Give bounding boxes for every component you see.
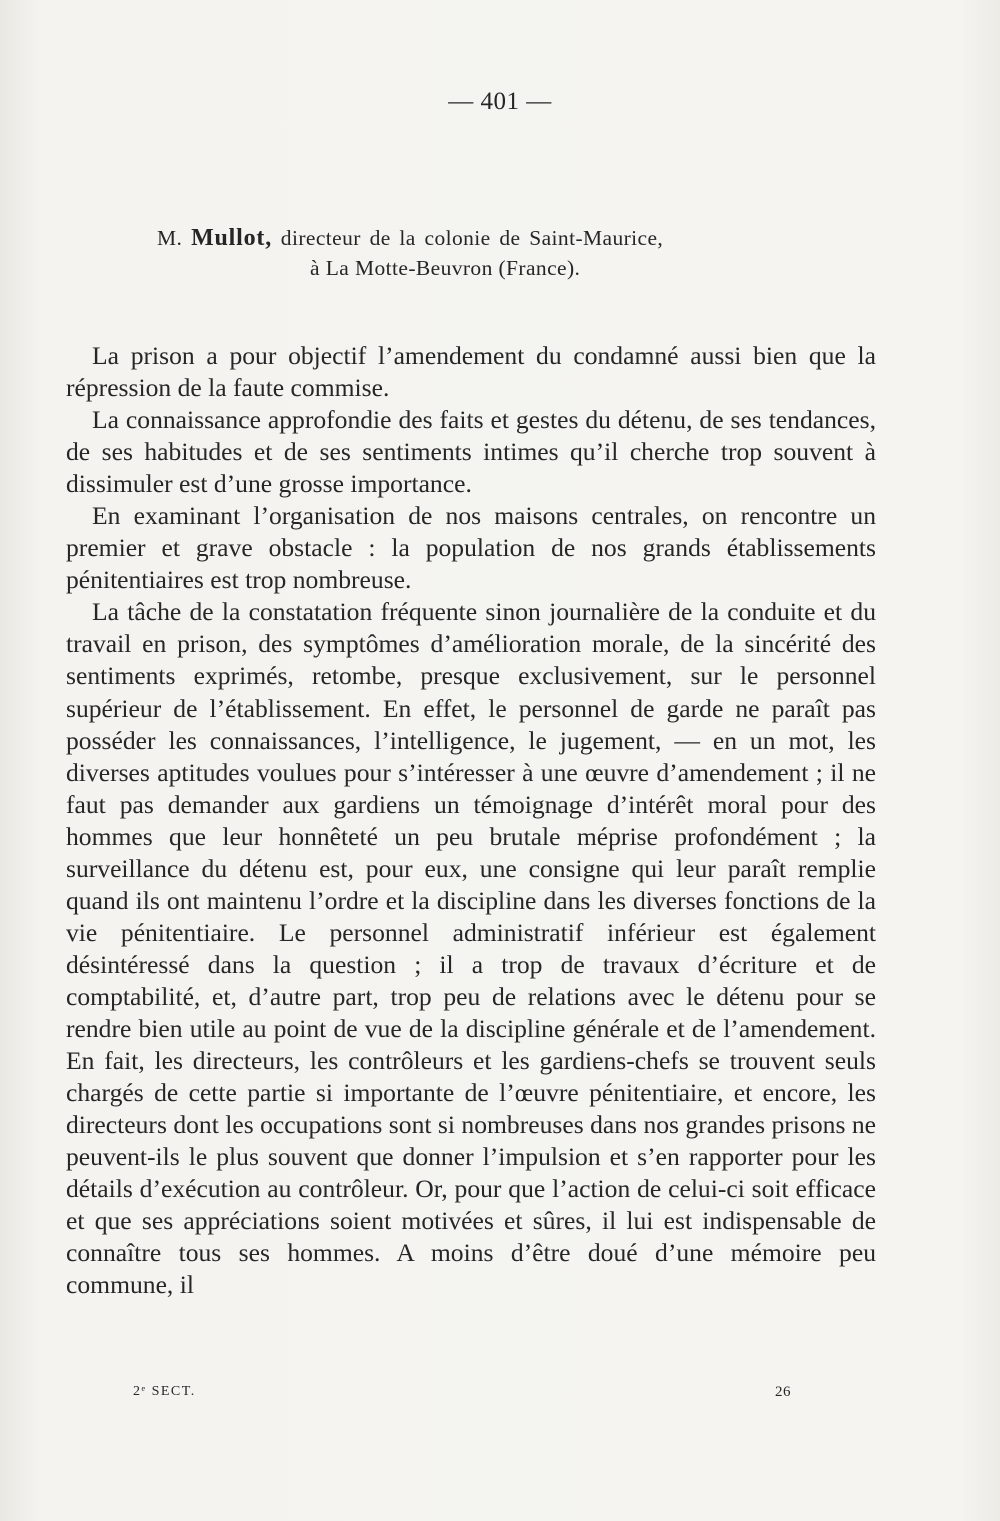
author-title: M.	[157, 226, 183, 250]
paragraph: La prison a pour objectif l’amendement du condamné aussi bien que la répression de la faute commise.	[66, 341, 876, 403]
page-number: — 401 —	[448, 88, 552, 115]
author-name: Mullot,	[191, 225, 273, 251]
author-location: à La Motte-Beuvron (France).	[310, 256, 581, 280]
signature-mark: 2ᵉ SECT.	[133, 1384, 196, 1399]
signature-number: 26	[775, 1384, 791, 1400]
body-text	[66, 340, 876, 1301]
author-line	[157, 224, 663, 253]
paragraph: La connaissance approfondie des faits et gestes du détenu, de ses tendances, de ses habitudes et de ses sentiments intimes qu’il cherche trop souvent à dissimuler est d’une grosse importance.	[66, 405, 876, 499]
author-role: directeur de la colonie de Saint-Maurice,	[280, 226, 664, 250]
paragraph: En examinant l’organisation de nos maisons centrales, on rencontre un premier et grave obstacle : la population de nos grands établissements pénitentiaires est trop nombreuse.	[66, 501, 876, 595]
paragraph: La tâche de la constatation fréquente sinon journalière de la conduite et du travail en prison, des symptômes d’amélioration morale, de la sincérité des sentiments exprimés, retombe, presque exclusivement, sur le personnel supérieur de l’établissement. En effet, le personnel de garde ne paraît pas posséder les connaissances, l’intelligence, le jugement, — en un mot, les diverses aptitudes voulues pour s’intéresser à une œuvre d’amendement ; il ne faut pas demander aux gardiens un témoignage d’intérêt moral pour des hommes que leur honnêteté un peu brutale méprise profondément ; la surveillance du détenu est, pour eux, une consigne qui leur paraît remplie quand ils ont maintenu l’ordre et la discipline dans les diverses fonctions de la vie pénitentiaire. Le personnel administratif inférieur est également désintéressé dans la question ; il a trop de travaux d’écriture et de comptabilité, et, d’autre part, trop peu de relations avec le détenu pour se rendre bien utile au point de vue de la discipline générale et de l’amendement. En fait, les directeurs, les contrôleurs et les gardiens-chefs se trouvent seuls chargés de cette partie si importante de l’œuvre pénitentiaire, et encore, les directeurs dont les occupations sont si nombreuses dans nos grandes prisons ne peuvent-ils le plus souvent que donner l’impulsion et s’en rapporter pour les détails d’exécution au contrôleur. Or, pour que l’action de celui-ci soit efficace et que ses appréciations soient motivées et sûres, il lui est indispensable de connaître tous ses hommes. A moins d’être doué d’une mémoire peu commune, il	[66, 597, 876, 1300]
